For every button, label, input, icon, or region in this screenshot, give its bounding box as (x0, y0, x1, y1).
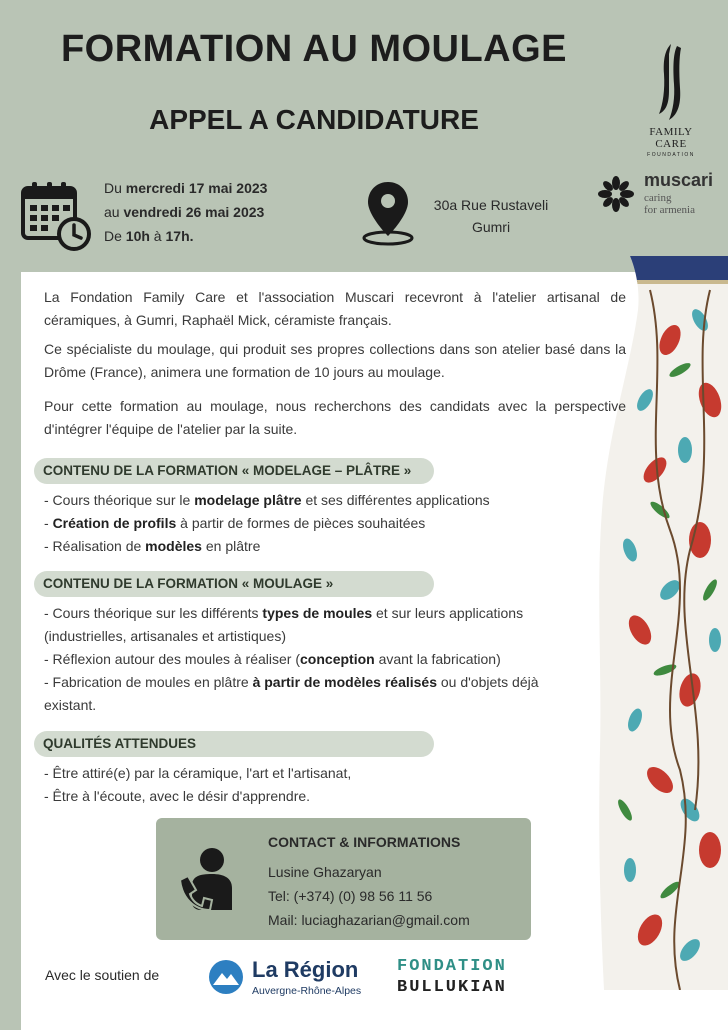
bullukian-line2: BULLUKIAN (397, 978, 507, 997)
muscari-name: muscari (644, 170, 714, 190)
list-item: - Être à l'écoute, avec le désir d'apprendre. (44, 788, 311, 804)
location-pin-icon (360, 178, 416, 248)
contact-phone: Tel: (+374) (0) 98 56 11 56 (268, 888, 433, 904)
family-care-line3: FOUNDATION (647, 152, 695, 158)
address-line1: 30a Rue Rustaveli (433, 197, 549, 213)
intro-paragraph-1: La Fondation Family Care et l'association Muscari recevront à l'atelier artisanal de céramiques, à Gumri, Raphaël Mick, céramiste français. (44, 289, 626, 328)
page-title: FORMATION AU MOULAGE (60, 28, 568, 70)
list-item: - Cours théorique sur les différents types de moules et sur leurs applications (industrielles, artisanales et artistiques) (44, 605, 524, 644)
muscari-tagline-1: caring (644, 192, 672, 204)
muscari-flower-icon (598, 176, 634, 212)
event-dates (104, 176, 267, 248)
list-item: - Création de profils à partir de formes de pièces souhaitées (44, 515, 426, 531)
event-hours: De 10h à 17h. (104, 228, 194, 244)
region-name: La Région (252, 957, 359, 982)
event-address (418, 194, 564, 238)
list-item: - Être attiré(e) par la céramique, l'art et l'artisanat, (44, 765, 352, 781)
contact-name: Lusine Ghazaryan (268, 864, 382, 880)
intro-paragraph-3: Pour cette formation au moulage, nous recherchons des candidats avec la perspective d'intégrer l'équipe de l'atelier par la suite. (44, 398, 626, 437)
family-care-emblem-icon (651, 40, 691, 124)
date-to: au vendredi 26 mai 2023 (104, 204, 265, 220)
region-sub: Auvergne-Rhône-Alpes (252, 985, 362, 997)
muscari-logo (598, 170, 726, 220)
section-heading-qualites: QUALITÉS ATTENDUES (34, 731, 434, 757)
list-item: - Fabrication de moules en plâtre à partir de modèles réalisés ou d'objets déjà existant. (44, 674, 539, 713)
list-item: - Réalisation de modèles en plâtre (44, 538, 261, 554)
contact-person-icon (178, 846, 236, 912)
section-heading-moulage: CONTENU DE LA FORMATION « MOULAGE » (34, 571, 434, 597)
address-line2: Gumri (471, 219, 511, 235)
calendar-clock-icon (20, 180, 92, 252)
list-item: - Réflexion autour des moules à réaliser (conception avant la fabrication) (44, 651, 501, 667)
family-care-logo (630, 40, 712, 162)
bullukian-logo (397, 956, 531, 998)
contact-email: Mail: luciaghazarian@gmail.com (268, 912, 470, 928)
support-label: Avec le soutien de (45, 967, 160, 983)
region-logo (208, 955, 384, 999)
region-mountain-icon (208, 959, 244, 995)
date-from: Du mercredi 17 mai 2023 (104, 180, 268, 196)
family-care-line2: CARE (655, 138, 687, 150)
family-care-line1: FAMILY (649, 126, 693, 138)
muscari-tagline-2: for armenia (644, 204, 695, 216)
bullukian-line1: FONDATION (397, 957, 507, 976)
list-item: - Cours théorique sur le modelage plâtre et ses différentes applications (44, 492, 490, 508)
page-subtitle: APPEL A CANDIDATURE (149, 104, 479, 135)
contact-box (156, 818, 531, 940)
section-heading-modelage: CONTENU DE LA FORMATION « MODELAGE – PLÂTRE » (34, 458, 434, 484)
contact-title: CONTACT & INFORMATIONS (268, 834, 461, 850)
intro-paragraph-2: Ce spécialiste du moulage, qui produit ses propres collections dans son atelier basé dans la Drôme (France), animera une formation de 10 jours au moulage. (44, 341, 626, 380)
